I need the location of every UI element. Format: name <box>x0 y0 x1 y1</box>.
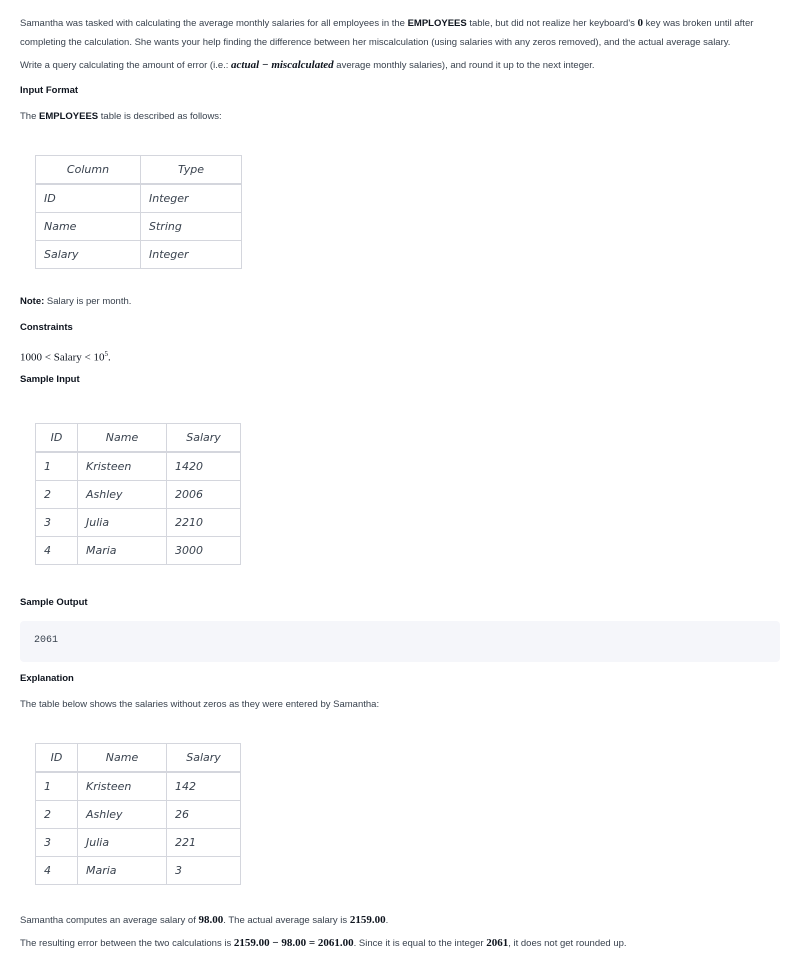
text: 1000 < Salary < 10 <box>20 351 105 364</box>
table-cell: Name <box>36 213 141 241</box>
table-cell: Integer <box>141 184 242 213</box>
text: . The actual average salary is <box>223 915 350 926</box>
table-cell: 2210 <box>167 509 241 537</box>
input-format-heading: Input Format <box>20 85 79 96</box>
table-cell: 4 <box>36 857 78 885</box>
table-header-row <box>36 424 241 453</box>
table-row <box>36 481 241 509</box>
table-cell: Maria <box>78 537 167 565</box>
table-cell: Ashley <box>78 481 167 509</box>
sample-output-heading: Sample Output <box>20 597 88 608</box>
table-cell: 3 <box>36 829 78 857</box>
table-cell: 1 <box>36 772 78 801</box>
table-cell: 2006 <box>167 481 241 509</box>
column-header: ID <box>36 744 78 773</box>
table-cell: 4 <box>36 537 78 565</box>
text: average monthly salaries), and round it up to the next integer. <box>333 60 595 71</box>
miscalculated-average: 98.00 <box>198 914 224 926</box>
sample-output-box <box>20 621 780 662</box>
text: . Since it is equal to the integer <box>353 938 487 949</box>
note-text: Salary is per month. <box>44 296 132 307</box>
input-format-desc <box>20 110 222 124</box>
text: The <box>20 111 40 122</box>
table-cell: Ashley <box>78 801 167 829</box>
constraints-heading: Constraints <box>20 322 73 333</box>
intro-line-1 <box>20 16 753 31</box>
table-cell: 142 <box>167 772 241 801</box>
table-cell: Kristeen <box>78 452 167 481</box>
table-row <box>36 241 242 269</box>
column-header: Salary <box>167 744 241 773</box>
text: . <box>385 915 389 926</box>
actual-average: 2159.00 <box>349 914 386 926</box>
table-row <box>36 509 241 537</box>
table-row <box>36 857 241 885</box>
table-cell: Integer <box>141 241 242 269</box>
table-cell: 26 <box>167 801 241 829</box>
table-cell: 1 <box>36 452 78 481</box>
table-cell: Maria <box>78 857 167 885</box>
table-row <box>36 537 241 565</box>
column-header: Salary <box>167 424 241 453</box>
column-header: Name <box>78 424 167 453</box>
table-row <box>36 772 241 801</box>
table-cell: String <box>141 213 242 241</box>
intro-line-2: completing the calculation. She wants your help finding the difference between her miscalculation (using salaries with any zeros removed), and the actual average salary. <box>20 37 731 48</box>
explanation-desc: The table below shows the salaries without zeros as they were entered by Samantha: <box>20 699 380 710</box>
text: table, but did not realize her keyboard's <box>466 18 638 29</box>
text: , it does not get rounded up. <box>508 938 627 949</box>
table-row <box>36 452 241 481</box>
intro-line-3 <box>20 58 595 73</box>
explanation-table <box>35 743 241 885</box>
column-header: Column <box>36 156 141 185</box>
explanation-line-1 <box>20 913 388 928</box>
constraints-expression <box>20 347 111 365</box>
explanation-line-2 <box>20 936 627 951</box>
column-header: Name <box>78 744 167 773</box>
note-label: Note: <box>20 296 45 307</box>
note <box>20 295 131 309</box>
table-row <box>36 213 242 241</box>
table-cell: 1420 <box>167 452 241 481</box>
column-header: Type <box>141 156 242 185</box>
table-cell: 3 <box>167 857 241 885</box>
table-header-row <box>36 156 242 185</box>
text: table is described as follows: <box>98 111 222 122</box>
table-cell: 2 <box>36 801 78 829</box>
error-expression: 2159.00 − 98.00 = 2061.00 <box>233 937 354 949</box>
sample-input-table <box>35 423 241 565</box>
sample-input-heading: Sample Input <box>20 374 80 385</box>
table-cell: Salary <box>36 241 141 269</box>
column-header: ID <box>36 424 78 453</box>
text: Samantha computes an average salary of <box>20 915 199 926</box>
zero-key: 0 <box>637 17 644 29</box>
sample-output-value: 2061 <box>34 635 59 646</box>
table-header-row <box>36 744 241 773</box>
table-cell: Kristeen <box>78 772 167 801</box>
table-name: EMPLOYEES <box>407 18 467 29</box>
explanation-heading: Explanation <box>20 673 74 684</box>
table-cell: 221 <box>167 829 241 857</box>
error-integer: 2061 <box>486 937 509 949</box>
schema-table <box>35 155 242 269</box>
text: The resulting error between the two calculations is <box>20 938 234 949</box>
text: key was broken until after <box>643 18 754 29</box>
table-cell: ID <box>36 184 141 213</box>
table-cell: Julia <box>78 509 167 537</box>
text: Samantha was tasked with calculating the average monthly salaries for all employees in the <box>20 18 408 29</box>
table-cell: 3000 <box>167 537 241 565</box>
formula: actual − miscalculated <box>231 59 334 71</box>
table-row <box>36 801 241 829</box>
table-name: EMPLOYEES <box>39 111 99 122</box>
text: Write a query calculating the amount of error (i.e.: <box>20 60 232 71</box>
exponent: 5 <box>104 350 109 358</box>
table-cell: 2 <box>36 481 78 509</box>
table-row <box>36 829 241 857</box>
table-cell: Julia <box>78 829 167 857</box>
table-row <box>36 184 242 213</box>
table-cell: 3 <box>36 509 78 537</box>
text: . <box>108 351 111 364</box>
